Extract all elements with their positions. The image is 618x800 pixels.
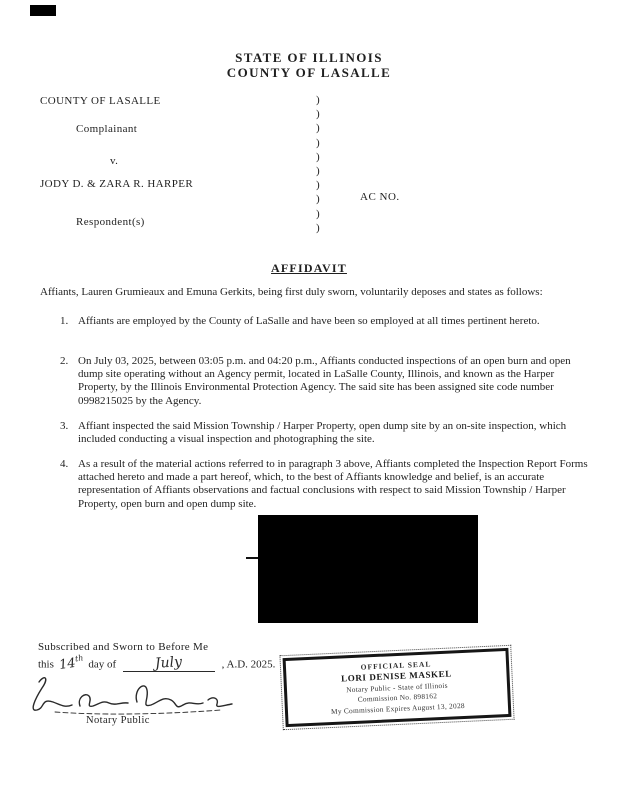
stamp-commission-number: Commission No. 898162 [357, 691, 438, 704]
item-text: Affiants are employed by the County of LaSalle and have been so employed at all times pertinent hereto. [78, 315, 540, 327]
affidavit-intro-paragraph: Affiants, Lauren Grumieaux and Emuna Gerkits, being first duly sworn, voluntarily deposes and states as follows: [40, 286, 543, 298]
caption-paren: ) [316, 193, 320, 206]
item-number: 3. [60, 420, 69, 432]
caption-respondent-names: JODY D. & ZARA R. HARPER [40, 178, 194, 190]
affidavit-item-3 [60, 420, 588, 446]
caption-paren-column [316, 93, 320, 235]
caption-paren: ) [316, 136, 320, 149]
item-number: 4. [60, 458, 69, 470]
caption-complainant-name: COUNTY OF LASALLE [40, 95, 161, 107]
caption-paren: ) [316, 122, 320, 135]
item-text: Affiant inspected the said Mission Township / Harper Property, open dump site by an on-site inspection, which included conducting a visual inspection and photographing the site. [78, 420, 567, 446]
caption-paren: ) [316, 108, 320, 121]
jurat-line-2 [38, 655, 275, 672]
jurat-day-of: day of [88, 658, 117, 671]
caption-paren: ) [316, 94, 320, 106]
scan-artifact-mark [30, 5, 56, 16]
jurat-ad-year: , A.D. 2025. [221, 658, 276, 671]
caption-versus: v. [110, 155, 119, 167]
stamp-commission-expiry: My Commission Expires August 13, 2028 [330, 700, 466, 716]
handwritten-month: July [154, 654, 183, 673]
jurat-line-1: Subscribed and Sworn to Before Me [38, 641, 209, 653]
caption-paren: ) [316, 221, 320, 234]
stamp-notary-name: LORI DENISE MASKEL [340, 668, 453, 684]
item-number: 2. [60, 355, 69, 367]
jurat-this: this [38, 658, 54, 671]
affidavit-item-1 [60, 315, 588, 328]
caption-respondent-role: Respondent(s) [76, 216, 145, 228]
caption-paren: ) [316, 165, 320, 178]
caption-paren: ) [316, 150, 320, 163]
header-county-line: COUNTY OF LASALLE [226, 65, 392, 80]
affidavit-item-4 [60, 458, 588, 511]
notary-public-label: Notary Public [86, 715, 150, 726]
item-number: 1. [60, 315, 69, 327]
document-header [0, 50, 618, 80]
caption-complainant-role: Complainant [76, 123, 138, 135]
month-blank-line [123, 655, 215, 672]
item-text: As a result of the material actions referred to in paragraph 3 above, Affiants completed the Inspection Report Forms attached hereto and made a part hereof, which, to the best of Affiants knowledge and belief, is an accurate representation of Affiants observations and factual conclusions with respect to said Mission Township / Harper Property, open burn and open dump site. [78, 458, 588, 510]
item-text: On July 03, 2025, between 03:05 p.m. and 04:20 p.m., Affiants conducted inspections of an open burn and open dump site operating without an Agency permit, located in LaSalle County, Illinois, and known as the Harper Property, by the Illinois Environmental Protection Agency. The said site has been assigned site code number 0998215025 by the Agency. [78, 355, 571, 407]
affidavit-title: AFFIDAVIT [271, 261, 347, 275]
notary-signature-image [25, 672, 240, 720]
stamp-official-seal: OFFICIAL SEAL [360, 659, 432, 672]
header-state-line: STATE OF ILLINOIS [235, 50, 383, 65]
caption-paren: ) [316, 179, 320, 192]
affidavit-item-2 [60, 355, 588, 408]
handwritten-day: 14th [57, 653, 84, 673]
case-number-label: AC NO. [360, 191, 400, 203]
caption-paren: ) [316, 207, 320, 220]
stamp-notary-title: Notary Public - State of Illinois [345, 680, 448, 694]
notary-seal-stamp [283, 648, 512, 727]
redaction-box [258, 515, 478, 623]
redaction-edge-mark [246, 557, 258, 559]
